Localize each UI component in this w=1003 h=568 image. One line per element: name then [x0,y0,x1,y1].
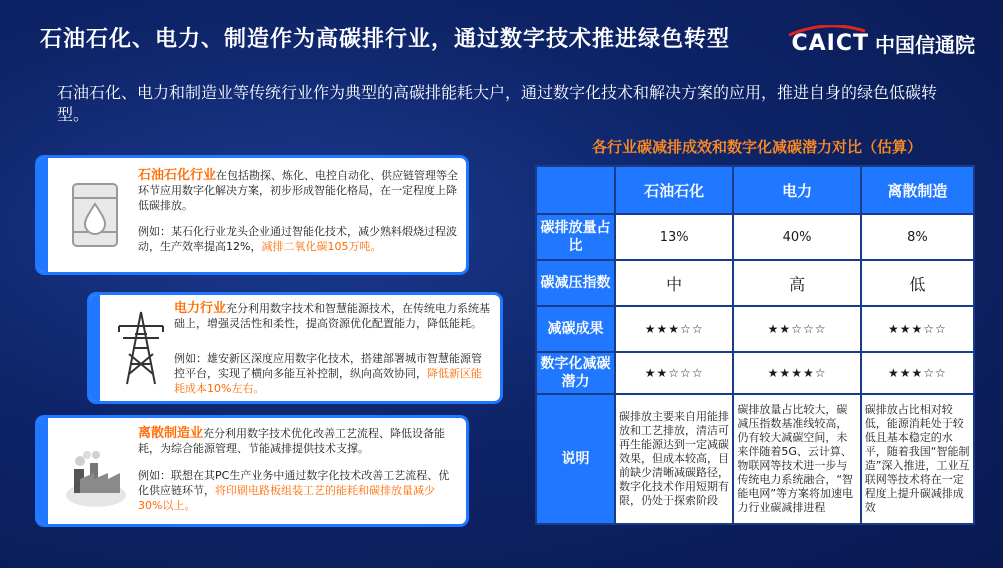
star-rating: ★★★☆☆ [861,352,974,394]
row-header: 数字化减碳潜力 [536,352,615,394]
card-example-highlight: 减排二氧化碳105万吨。 [261,240,382,253]
column-header: 离散制造 [861,166,974,214]
card-example [174,351,492,396]
intro-paragraph: 石油石化、电力和制造业等传统行业作为典型的高碳排能耗大户，通过数字化技术和解决方案的应用，推进自身的绿色低碳转型。 [57,83,938,124]
star-rating: ★★☆☆☆ [615,352,733,394]
card-petrochemical [38,158,466,272]
card-example-text: 例如：雄安新区深度应用数字化技术，搭建部署城市智慧能源管控平台，实现了横向多能互补控制，纵向高效协同， [174,352,482,380]
card-example [138,224,458,254]
card-highlight: 石油石化行业 [138,168,217,183]
table-cell: 中 [615,260,733,306]
logo-cn-text: 中国信通院 [875,32,975,57]
card-accent-bar [38,418,48,524]
column-header: 电力 [733,166,860,214]
card-description: 在包括勘探、炼化、电控自动化、供应链管理等全环节应用数字化解决方案，初步形成智能化格局，在一定程度上降低碳排放。 [138,169,459,212]
oil-barrel-icon [60,176,130,254]
card-description: 充分利用数字技术和智慧能源技术，在传统电力系统基础上，增强灵活性和柔性，提高资源优化配置能力，降低能耗。 [174,302,491,330]
card-highlight: 电力行业 [174,301,227,316]
star-rating: ★★★☆☆ [861,306,974,352]
card-example-highlight: 将印刷电路板组装工艺的能耗和碳排放量减少30%以上。 [138,484,435,512]
card-example-text: 例如：联想在其PC生产业务中通过数字化技术改善工艺流程、优化供应链环节， [138,469,450,497]
card-example-text: 例如：某石化行业龙头企业通过智能化技术，减少熟料煅烧过程波动，生产效率提高12%， [138,225,457,253]
note-cell: 碳排放量占比较大，碳减压指数基准线较高，仍有较大减碳空间，未来伴随着5G、云计算、物联网等技术进一步与传统电力系统融合，“智能电网”等方案将加速电力行业碳减排进程 [733,394,860,524]
card-accent-bar [38,158,48,272]
card-text [174,301,492,331]
comparison-table [535,165,975,525]
card-example [138,468,458,513]
star-rating: ★★★★☆ [733,352,860,394]
table-cell: 40% [733,214,860,260]
row-header: 减碳成果 [536,306,615,352]
table-cell: 低 [861,260,974,306]
logo-swoosh-icon [787,25,867,37]
card-power [90,295,500,401]
power-tower-icon [110,307,172,389]
table-cell: 高 [733,260,860,306]
table-row [536,214,974,260]
logo-brand: CAICT [791,31,869,56]
row-header: 说明 [536,394,615,524]
note-cell: 碳排放占比相对较低，能源消耗处于较低且基本稳定的水平，随着我国“智能制造”深入推进，工业互联网等技术将在一定程度上提升碳减排成效 [861,394,974,524]
row-header: 碳减压指数 [536,260,615,306]
table-corner-cell [536,166,615,214]
card-discrete-manufacturing [38,418,466,524]
note-cell: 碳排放主要来自用能排放和工艺排放，清洁可再生能源达到一定减碳效果，但成本较高，目前缺少清晰减碳路径，数字化技术作用短期有限，仍处于探索阶段 [615,394,733,524]
card-highlight: 离散制造业 [138,426,204,441]
card-text [138,168,458,213]
caict-logo [791,28,975,58]
table-row [536,394,974,524]
table-cell: 13% [615,214,733,260]
card-example-highlight: 降低新区能耗成本10%左右。 [174,367,482,395]
card-text [138,426,458,456]
star-rating: ★★★☆☆ [615,306,733,352]
page-title: 石油石化、电力、制造作为高碳排行业，通过数字技术推进绿色转型 [40,27,731,52]
column-header: 石油石化 [615,166,733,214]
table-title: 各行业碳减排成效和数字化减碳潜力对比（估算） [592,138,923,156]
star-rating: ★★☆☆☆ [733,306,860,352]
table-row [536,352,974,394]
table-row [536,306,974,352]
table-cell: 8% [861,214,974,260]
row-header: 碳排放量占比 [536,214,615,260]
card-accent-bar [90,295,100,401]
table-header-row [536,166,974,214]
card-description: 充分利用数字技术优化改善工艺流程、降低设备能耗，为综合能源管理、节能减排提供技术支撑。 [138,427,446,455]
table-row [536,260,974,306]
factory-icon [58,436,134,514]
